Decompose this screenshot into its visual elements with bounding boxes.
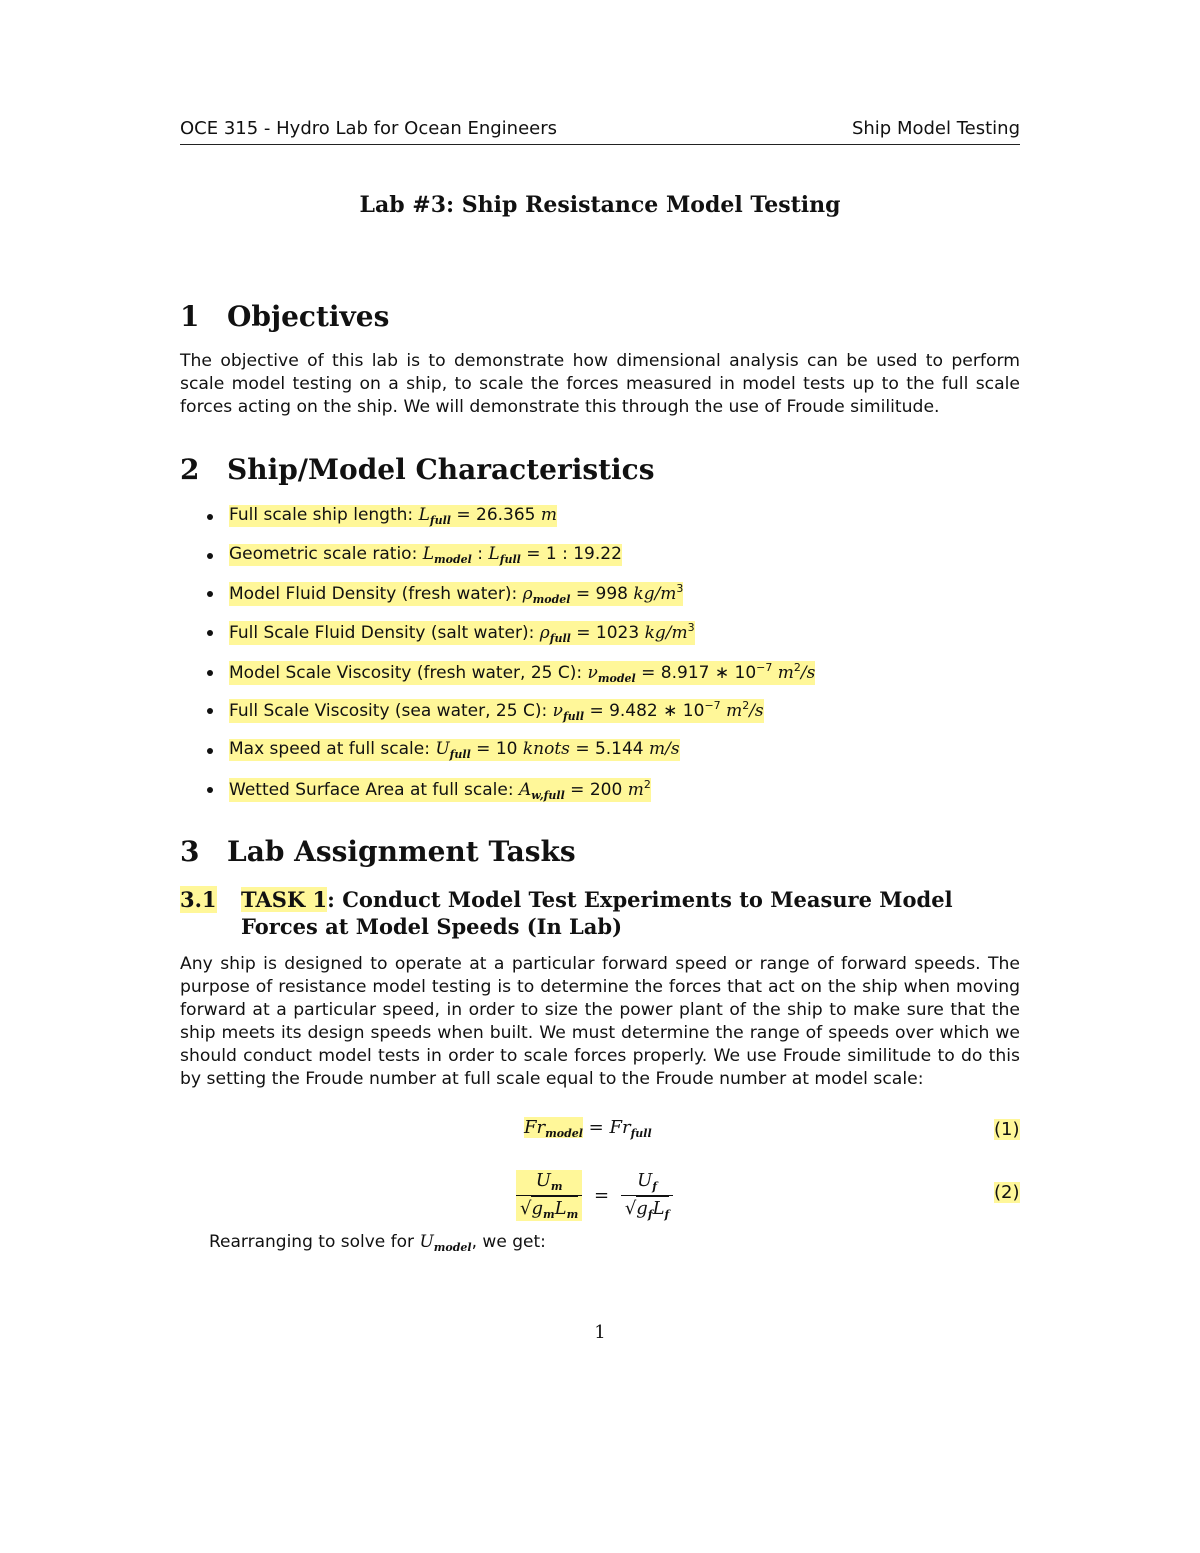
header-course: OCE 315 - Hydro Lab for Ocean Engineers	[180, 118, 557, 139]
task1-paragraph: Any ship is designed to operate at a particular forward speed or range of forward speeds. The purpose of resistance model testing is to determine the forces that act on the ship when moving forward at a particular speed, in order to size the power plant of the ship to make sure that the ship meets its design speeds when built. We must determine the range of speeds over which we should conduct model tests in order to scale forces properly. We use Froude similitude to do this by setting the Froude number at full scale equal to the Froude number at model scale:	[180, 954, 1020, 1089]
header-topic: Ship Model Testing	[851, 118, 1020, 139]
equation-2-number: (2)	[994, 1182, 1020, 1203]
bullet-dot	[207, 514, 213, 520]
bullet-dot	[207, 630, 213, 636]
fraction-full: $\frac{U_f}{√g_fL_f}$	[621, 1170, 673, 1221]
rearranging-line: Rearranging to solve for $U_{model}$, we get:	[209, 1232, 546, 1254]
section-number: 3	[180, 835, 200, 868]
section-number: 2	[180, 453, 200, 486]
section-title: Objectives	[227, 300, 390, 333]
bullet-dot	[207, 787, 213, 793]
subsection-number: 3.1	[180, 887, 217, 912]
equation-1-number: (1)	[994, 1119, 1020, 1140]
header-rule	[180, 144, 1020, 145]
bullet-dot	[207, 591, 213, 597]
section-3-heading	[180, 835, 576, 868]
section-title: Ship/Model Characteristics	[227, 453, 655, 486]
lab-title: Lab #3: Ship Resistance Model Testing	[359, 192, 841, 218]
section-1-heading	[180, 300, 389, 333]
page-number: 1	[594, 1322, 606, 1343]
section-number: 1	[180, 300, 200, 333]
section-2-heading	[180, 453, 654, 486]
objectives-paragraph: The objective of this lab is to demonstrate how dimensional analysis can be used to perform scale model testing on a ship, to scale the forces measured in model tests up to the full scale forces acting on the ship. We will demonstrate this through the use of Froude similitude.	[180, 351, 1020, 417]
bullet-dot	[207, 670, 213, 676]
equation-1: $Fr_{model} = Fr_{full}$	[524, 1117, 652, 1140]
subsection-title: TASK 1: Conduct Model Test Experiments to Measure Model Forces at Model Speeds (In Lab)	[241, 887, 953, 939]
equation-2: $\frac{U_m}{√g_mL_m}$ = $\frac{U_f}{√g_fL_f}$	[516, 1170, 673, 1221]
subsection-task1-heading	[180, 886, 1020, 942]
fraction-model: $\frac{U_m}{√g_mL_m}$	[516, 1170, 582, 1221]
running-header	[180, 118, 1020, 139]
bullet-dot	[207, 708, 213, 714]
bullet-dot	[207, 748, 213, 754]
section-title: Lab Assignment Tasks	[227, 835, 576, 868]
bullet-dot	[207, 553, 213, 559]
